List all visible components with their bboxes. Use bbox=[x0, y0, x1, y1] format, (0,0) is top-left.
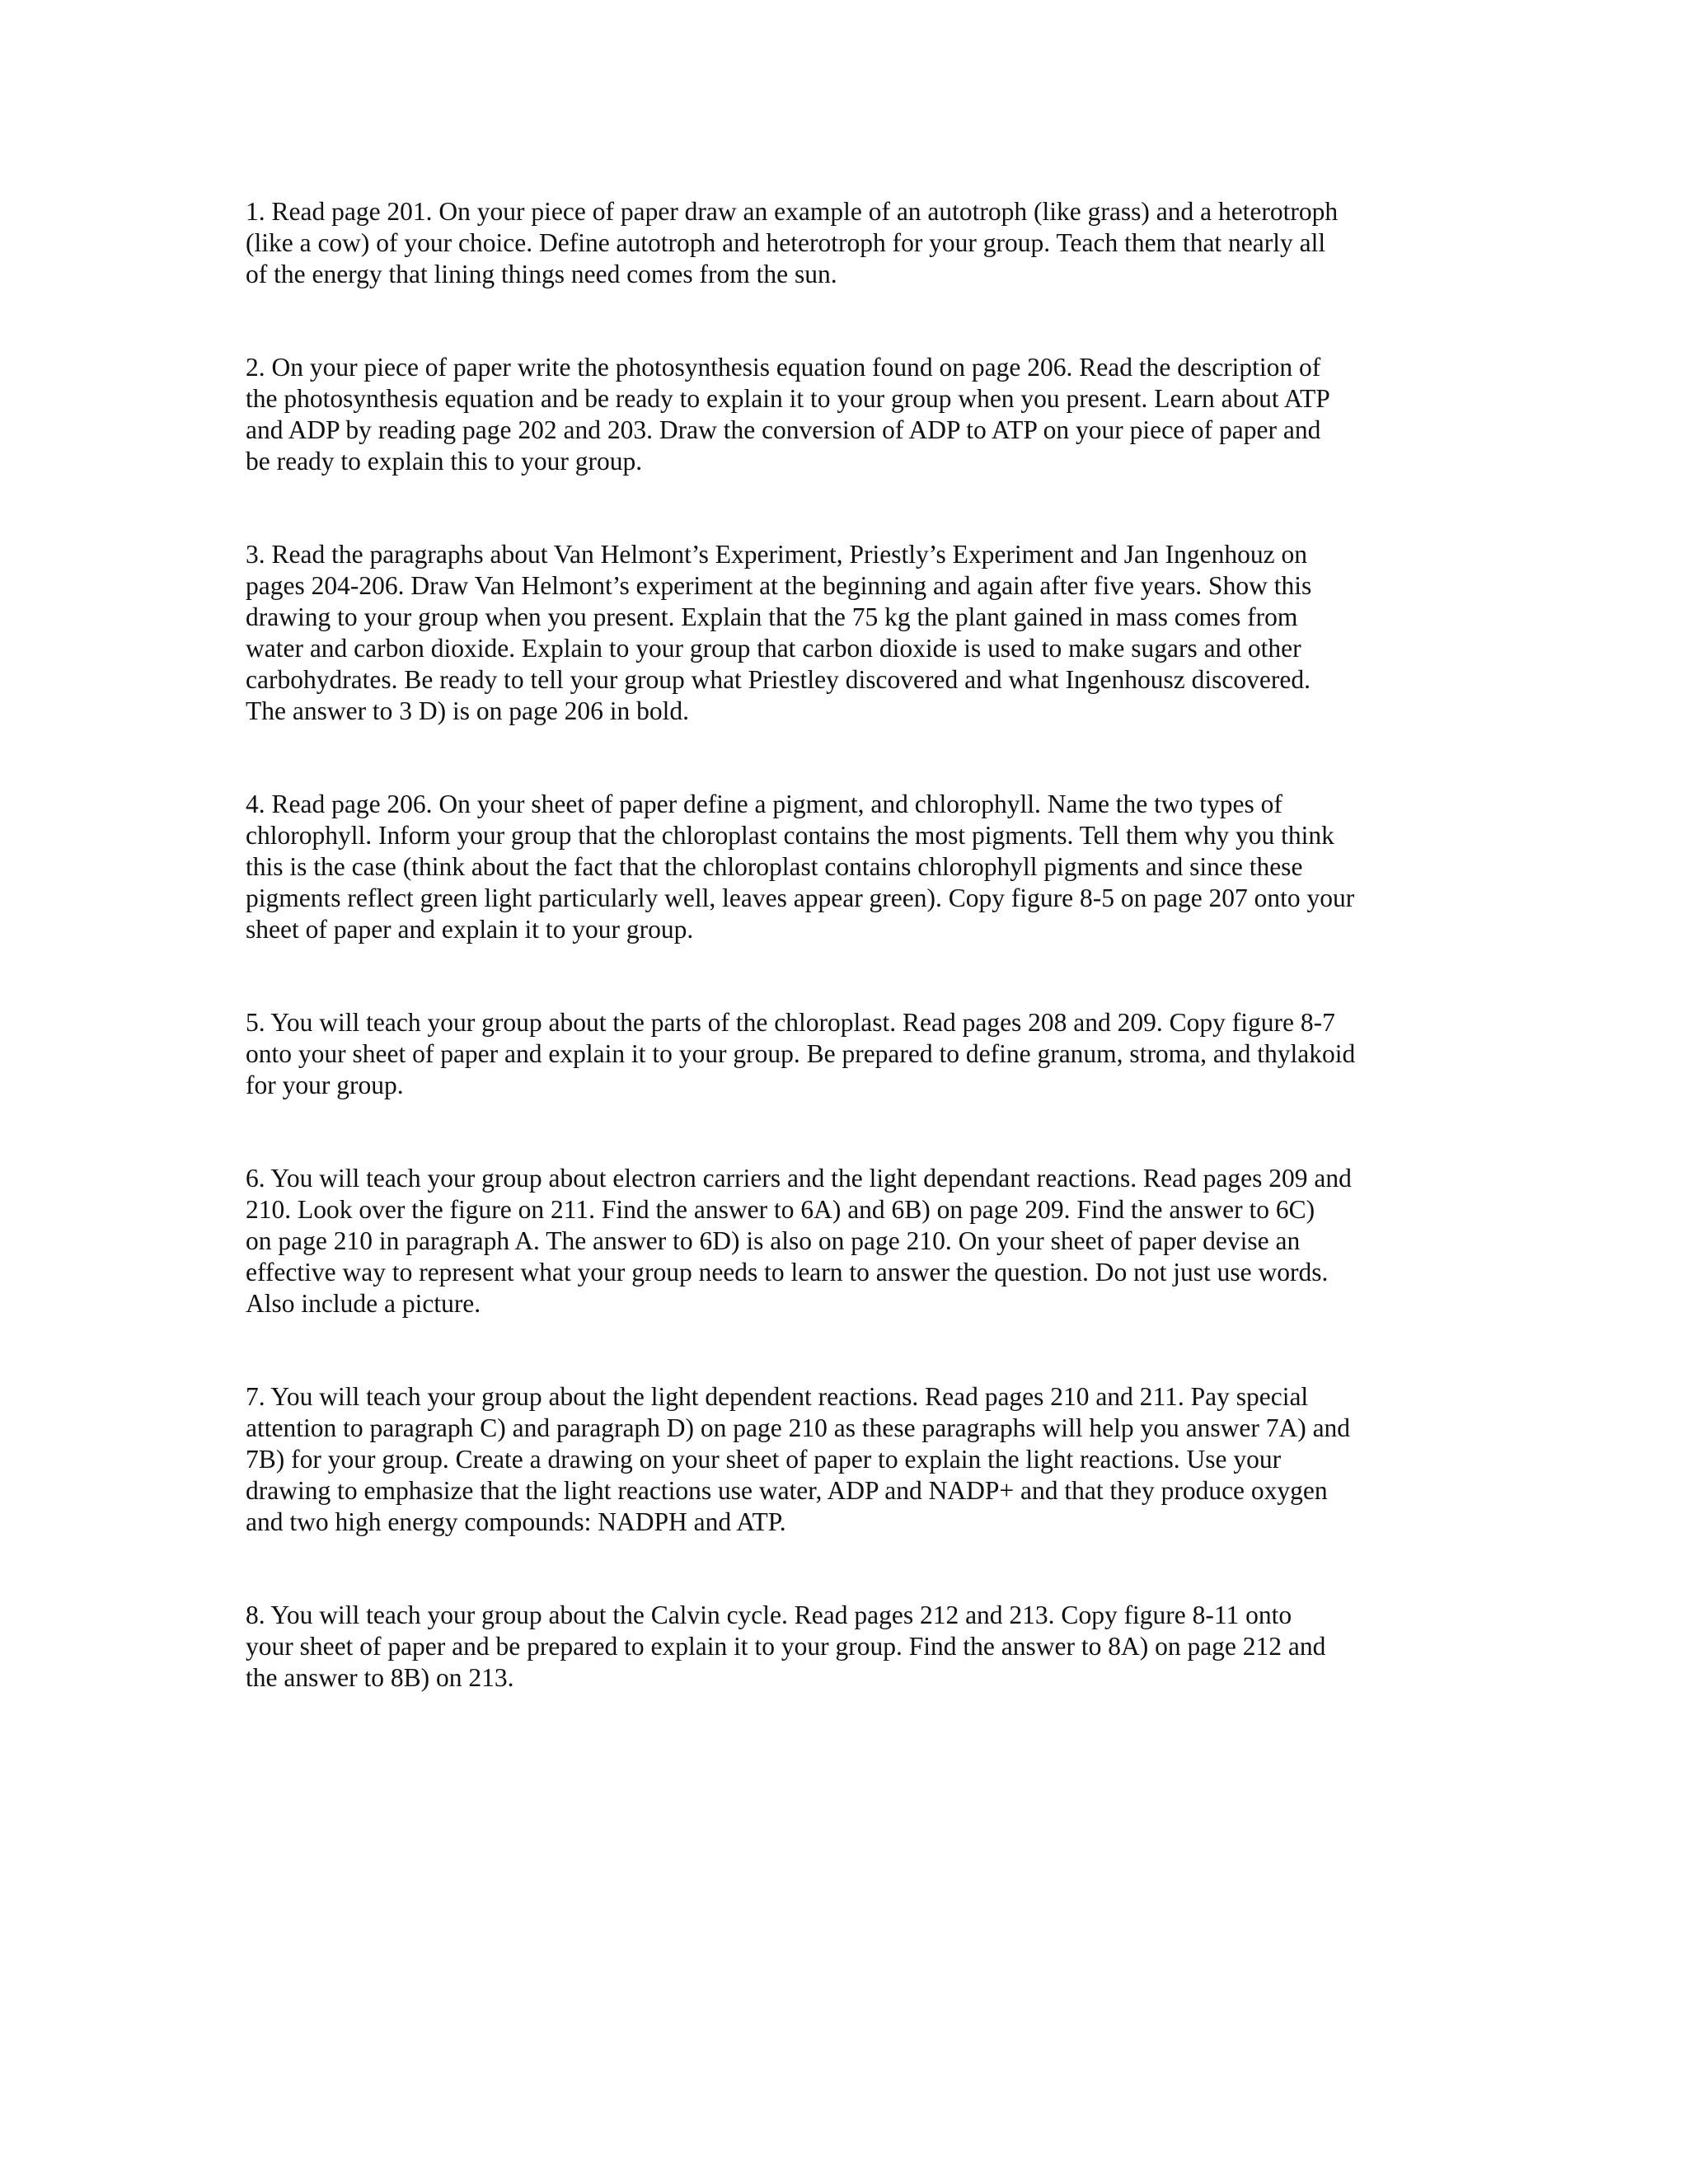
assignment-item-4 bbox=[246, 789, 1432, 945]
text-line: onto your sheet of paper and explain it to your group. Be prepared to define granum, stroma, and thylakoid bbox=[246, 1039, 1356, 1068]
text-line: 7. You will teach your group about the light dependent reactions. Read pages 210 and 211. Pay special bbox=[246, 1382, 1309, 1411]
text-line: and two high energy compounds: NADPH and ATP. bbox=[246, 1507, 786, 1536]
text-line: Also include a picture. bbox=[246, 1289, 481, 1318]
text-line: (like a cow) of your choice. Define autotroph and heterotroph for your group. Teach them that nearly all bbox=[246, 228, 1326, 257]
assignment-list bbox=[246, 196, 1432, 1755]
text-line: the answer to 8B) on 213. bbox=[246, 1663, 514, 1692]
text-line: 8. You will teach your group about the Calvin cycle. Read pages 212 and 213. Copy figure 8-11 onto bbox=[246, 1601, 1292, 1629]
text-line: pages 204-206. Draw Van Helmont’s experiment at the beginning and again after five years. Show this bbox=[246, 571, 1312, 600]
text-line: drawing to your group when you present. Explain that the 75 kg the plant gained in mass comes from bbox=[246, 602, 1298, 631]
text-line: on page 210 in paragraph A. The answer to 6D) is also on page 210. On your sheet of paper devise an bbox=[246, 1226, 1301, 1255]
text-line: carbohydrates. Be ready to tell your group what Priestley discovered and what Ingenhousz discovered. bbox=[246, 665, 1311, 694]
assignment-item-7 bbox=[246, 1381, 1432, 1538]
assignment-item-2 bbox=[246, 352, 1432, 477]
assignment-item-8 bbox=[246, 1600, 1432, 1694]
text-line: drawing to emphasize that the light reactions use water, ADP and NADP+ and that they produce oxygen bbox=[246, 1476, 1328, 1505]
text-line: 5. You will teach your group about the parts of the chloroplast. Read pages 208 and 209. Copy figure 8-7 bbox=[246, 1008, 1335, 1037]
text-line: The answer to 3 D) is on page 206 in bold. bbox=[246, 696, 690, 725]
text-line: the photosynthesis equation and be ready to explain it to your group when you present. Learn about ATP bbox=[246, 384, 1330, 413]
text-line: be ready to explain this to your group. bbox=[246, 447, 643, 476]
text-line: for your group. bbox=[246, 1071, 404, 1099]
text-line: pigments reflect green light particularly well, leaves appear green). Copy figure 8-5 on page 207 onto your bbox=[246, 883, 1355, 912]
text-line: chlorophyll. Inform your group that the chloroplast contains the most pigments. Tell them why you think bbox=[246, 821, 1334, 850]
text-line: your sheet of paper and be prepared to explain it to your group. Find the answer to 8A) on page 212 and bbox=[246, 1632, 1326, 1661]
text-line: this is the case (think about the fact that the chloroplast contains chlorophyll pigments and since these bbox=[246, 852, 1303, 881]
text-line: sheet of paper and explain it to your group. bbox=[246, 915, 694, 944]
text-line: of the energy that lining things need comes from the sun. bbox=[246, 260, 837, 288]
text-line: 7B) for your group. Create a drawing on your sheet of paper to explain the light reactions. Use your bbox=[246, 1445, 1282, 1474]
assignment-item-3 bbox=[246, 539, 1432, 727]
text-line: 6. You will teach your group about electron carriers and the light dependant reactions. Read pages 209 and bbox=[246, 1164, 1352, 1193]
text-line: water and carbon dioxide. Explain to your group that carbon dioxide is used to make sugars and other bbox=[246, 634, 1301, 663]
assignment-item-1 bbox=[246, 196, 1432, 290]
assignment-item-6 bbox=[246, 1163, 1432, 1319]
text-line: 210. Look over the figure on 211. Find the answer to 6A) and 6B) on page 209. Find the answer to 6C) bbox=[246, 1195, 1315, 1224]
text-line: 1. Read page 201. On your piece of paper draw an example of an autotroph (like grass) and a heterotroph bbox=[246, 197, 1339, 226]
assignment-item-5 bbox=[246, 1007, 1432, 1101]
text-line: and ADP by reading page 202 and 203. Draw the conversion of ADP to ATP on your piece of paper and bbox=[246, 415, 1321, 444]
text-line: effective way to represent what your group needs to learn to answer the question. Do not just use words. bbox=[246, 1258, 1329, 1286]
text-line: 3. Read the paragraphs about Van Helmont’s Experiment, Priestly’s Experiment and Jan Ingenhouz on bbox=[246, 540, 1307, 569]
text-line: 4. Read page 206. On your sheet of paper define a pigment, and chlorophyll. Name the two types of bbox=[246, 790, 1282, 818]
text-line: attention to paragraph C) and paragraph D) on page 210 as these paragraphs will help you answer 7A) and bbox=[246, 1413, 1351, 1442]
text-line: 2. On your piece of paper write the photosynthesis equation found on page 206. Read the description of bbox=[246, 353, 1321, 382]
